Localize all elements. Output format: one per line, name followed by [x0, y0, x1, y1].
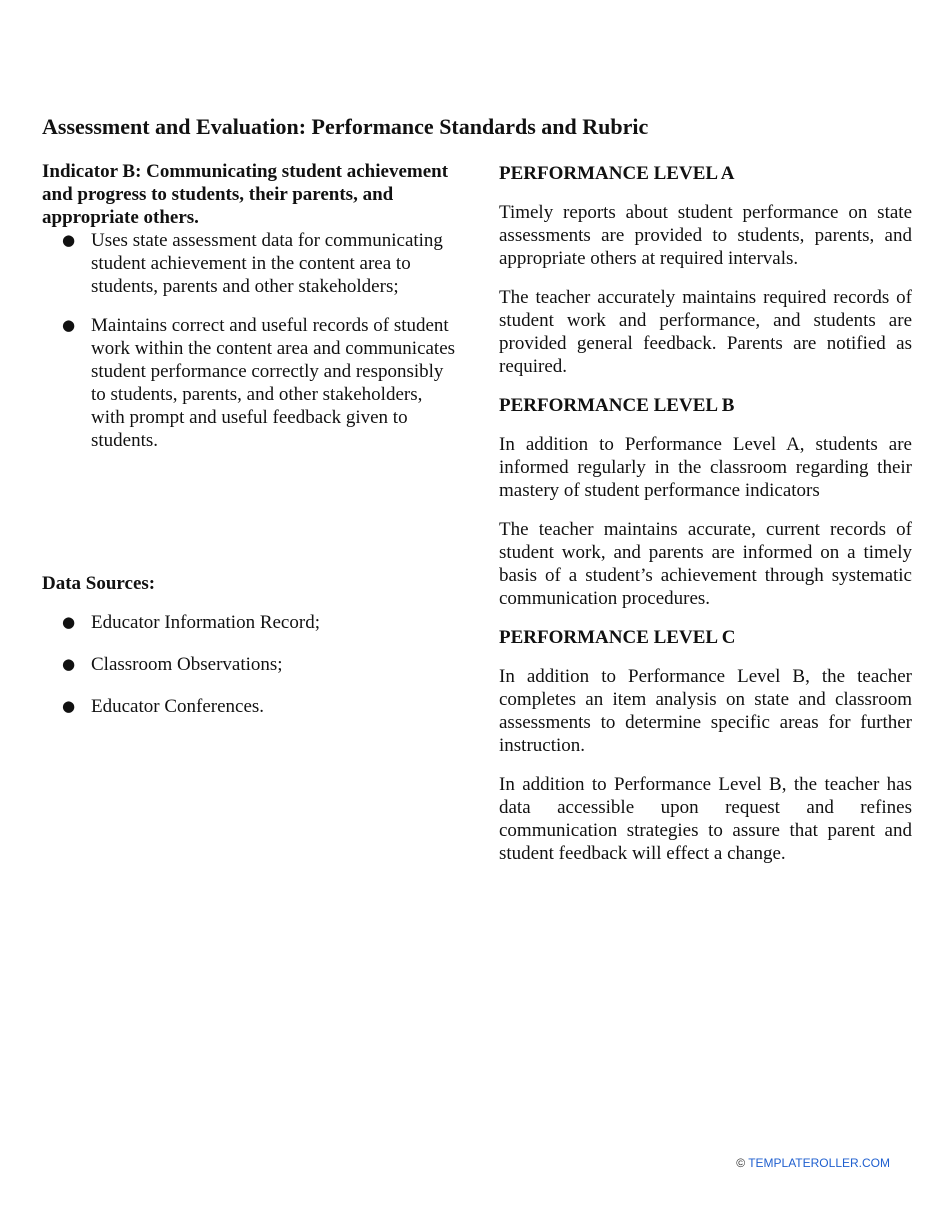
level-paragraph: In addition to Performance Level B, the teacher has data accessible upon request and refines communication strategies to assure that parent and student feedback will effect a change.	[499, 774, 912, 864]
footer	[700, 1155, 890, 1171]
list-item-text: Classroom Observations;	[91, 654, 283, 675]
list-item	[42, 314, 460, 452]
level-paragraph: In addition to Performance Level A, students are informed regularly in the classroom regarding their mastery of student performance indicators	[499, 434, 912, 501]
indicator-heading: Indicator B: Communicating student achievement and progress to students, their parents, and appropriate others.	[42, 161, 449, 228]
data-sources-heading: Data Sources:	[42, 573, 156, 594]
data-sources-list	[42, 611, 460, 718]
performance-level-b	[499, 394, 912, 610]
list-item-text: Uses state assessment data for communicating student achievement in the content area to students, parents and other stakeholders;	[91, 230, 443, 297]
copyright-icon: ©	[736, 1156, 746, 1170]
level-heading: PERFORMANCE LEVEL B	[499, 395, 735, 416]
performance-level-a	[499, 162, 912, 378]
right-column	[499, 162, 912, 865]
level-paragraph: In addition to Performance Level B, the teacher completes an item analysis on state and classroom assessments to determine specific areas for further instruction.	[499, 666, 912, 756]
level-paragraph: Timely reports about student performance on state assessments are provided to students, parents, and appropriate others at required intervals.	[499, 202, 912, 269]
list-item	[42, 229, 460, 298]
level-paragraph: The teacher accurately maintains required records of student work and performance, and students are provided general feedback. Parents are notified as required.	[499, 287, 912, 377]
left-column	[42, 160, 460, 717]
level-heading: PERFORMANCE LEVEL C	[499, 627, 736, 648]
list-item	[42, 653, 460, 676]
list-item	[42, 611, 460, 634]
list-item	[42, 695, 460, 718]
level-paragraph: The teacher maintains accurate, current records of student work, and parents are informed on a timely basis of a student’s achievement through systematic communication procedures.	[499, 519, 912, 609]
bullet-icon: ●	[62, 231, 76, 249]
bullet-icon: ●	[62, 655, 76, 673]
bullet-icon: ●	[62, 316, 76, 334]
list-item-text: Maintains correct and useful records of student work within the content area and communicates student performance correctly and responsibly to students, parents, and other stakeholders, with prompt and useful feedback given to students.	[91, 315, 456, 451]
bullet-icon: ●	[62, 697, 76, 715]
list-item-text: Educator Conferences.	[91, 696, 265, 717]
templateroller-link[interactable]: TEMPLATEROLLER.COM	[748, 1156, 890, 1170]
performance-level-c	[499, 626, 912, 865]
list-item-text: Educator Information Record;	[91, 612, 320, 633]
page-title: Assessment and Evaluation: Performance Standards and Rubric	[42, 114, 649, 139]
level-heading: PERFORMANCE LEVEL A	[499, 163, 735, 184]
indicator-list	[42, 229, 460, 452]
bullet-icon: ●	[62, 613, 76, 631]
